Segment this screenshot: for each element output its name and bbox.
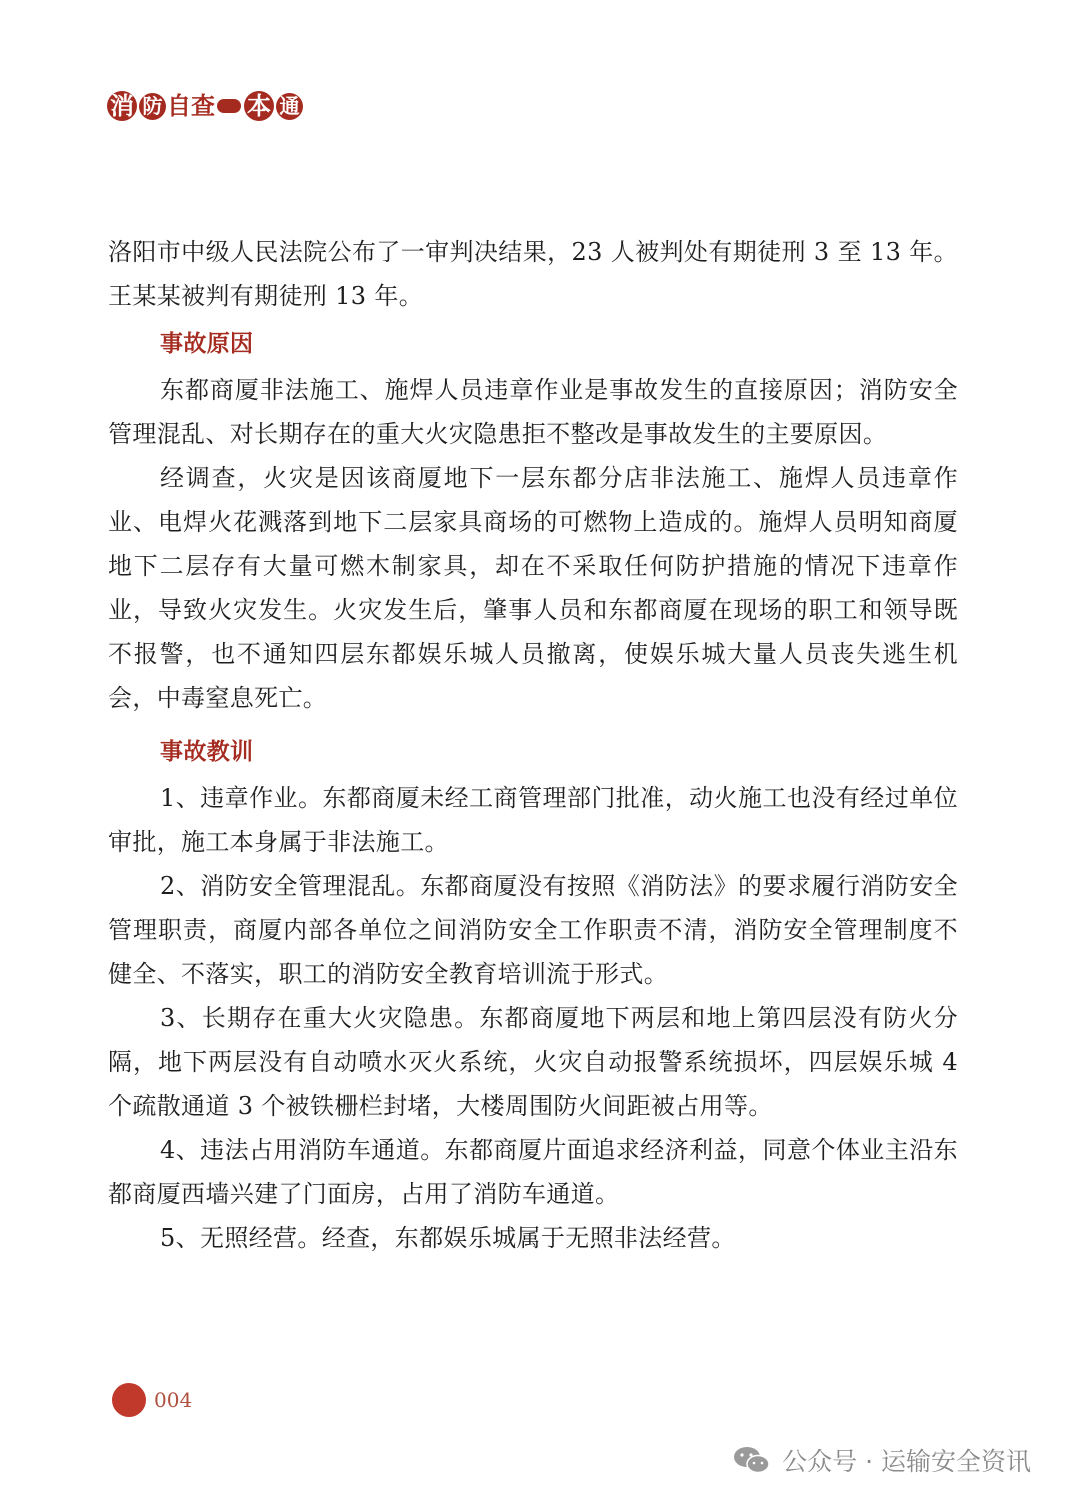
lesson-item: 5、无照经营。经查，东都娱乐城属于无照非法经营。 [160, 1224, 736, 1252]
cause-paragraph: 经调查，火灾是因该商厦地下一层东都分店非法施工、施焊人员违章作业、电焊火花溅落到地下二层家具商场的可燃物上造成的。施焊人员明知商厦地下二层存有大量可燃木制家具，却在不采取任何防护措施的情况下违章作业，导致火灾发生。火灾发生后，肇事人员和东都商厦在现场的职工和领导既不报警，也不通知四层东都娱乐城人员撤离，使娱乐城大量人员丧失逃生机会，中毒窒息死亡。 [108, 464, 958, 712]
page-number-text: 004 [154, 1388, 193, 1412]
title-char-2: 防 [139, 93, 166, 120]
lesson-item: 1、违章作业。东都商厦未经工商管理部门批准，动火施工也没有经过单位审批，施工本身属于非法施工。 [108, 784, 958, 856]
title-char-5 [217, 99, 241, 113]
lesson-item: 2、消防安全管理混乱。东都商厦没有按照《消防法》的要求履行消防安全管理职责，商厦内部各单位之间消防安全工作职责不清，消防安全管理制度不健全、不落实，职工的消防安全教育培训流于形式。 [108, 872, 958, 988]
lesson-item: 3、长期存在重大火灾隐患。东都商厦地下两层和地上第四层没有防火分隔，地下两层没有自动喷水灭火系统，火灾自动报警系统损坏，四层娱乐城 4 个疏散通道 3 个被铁栅栏封堵，大楼周围防火间距被占用等。 [108, 1004, 958, 1120]
title-char-7: 通 [276, 93, 303, 120]
wechat-icon [732, 1445, 772, 1475]
lesson-item: 4、违法占用消防车通道。东都商厦片面追求经济利益，同意个体业主沿东都商厦西墙兴建了门面房，占用了消防车通道。 [108, 1136, 958, 1208]
title-char-1: 消 [107, 91, 137, 121]
section-heading-cause: 事故原因 [160, 331, 254, 357]
watermark-text: 公众号 · 运输安全资讯 [782, 1447, 1031, 1476]
intro-paragraph: 洛阳市中级人民法院公布了一审判决结果，23 人被判处有期徒刑 3 至 13 年。王某某被判有期徒刑 13 年。 [108, 238, 958, 310]
book-title [106, 88, 304, 124]
page-dot-icon [112, 1383, 146, 1417]
title-char-4: 查 [191, 92, 215, 120]
watermark [732, 1442, 1031, 1478]
page-number [112, 1383, 192, 1417]
title-char-6: 本 [244, 91, 274, 121]
page-content [108, 230, 958, 1260]
cause-paragraph: 东都商厦非法施工、施焊人员违章作业是事故发生的直接原因；消防安全管理混乱、对长期存在的重大火灾隐患拒不整改是事故发生的主要原因。 [108, 376, 958, 448]
title-char-3: 自 [167, 92, 191, 120]
section-heading-lessons: 事故教训 [160, 739, 254, 765]
